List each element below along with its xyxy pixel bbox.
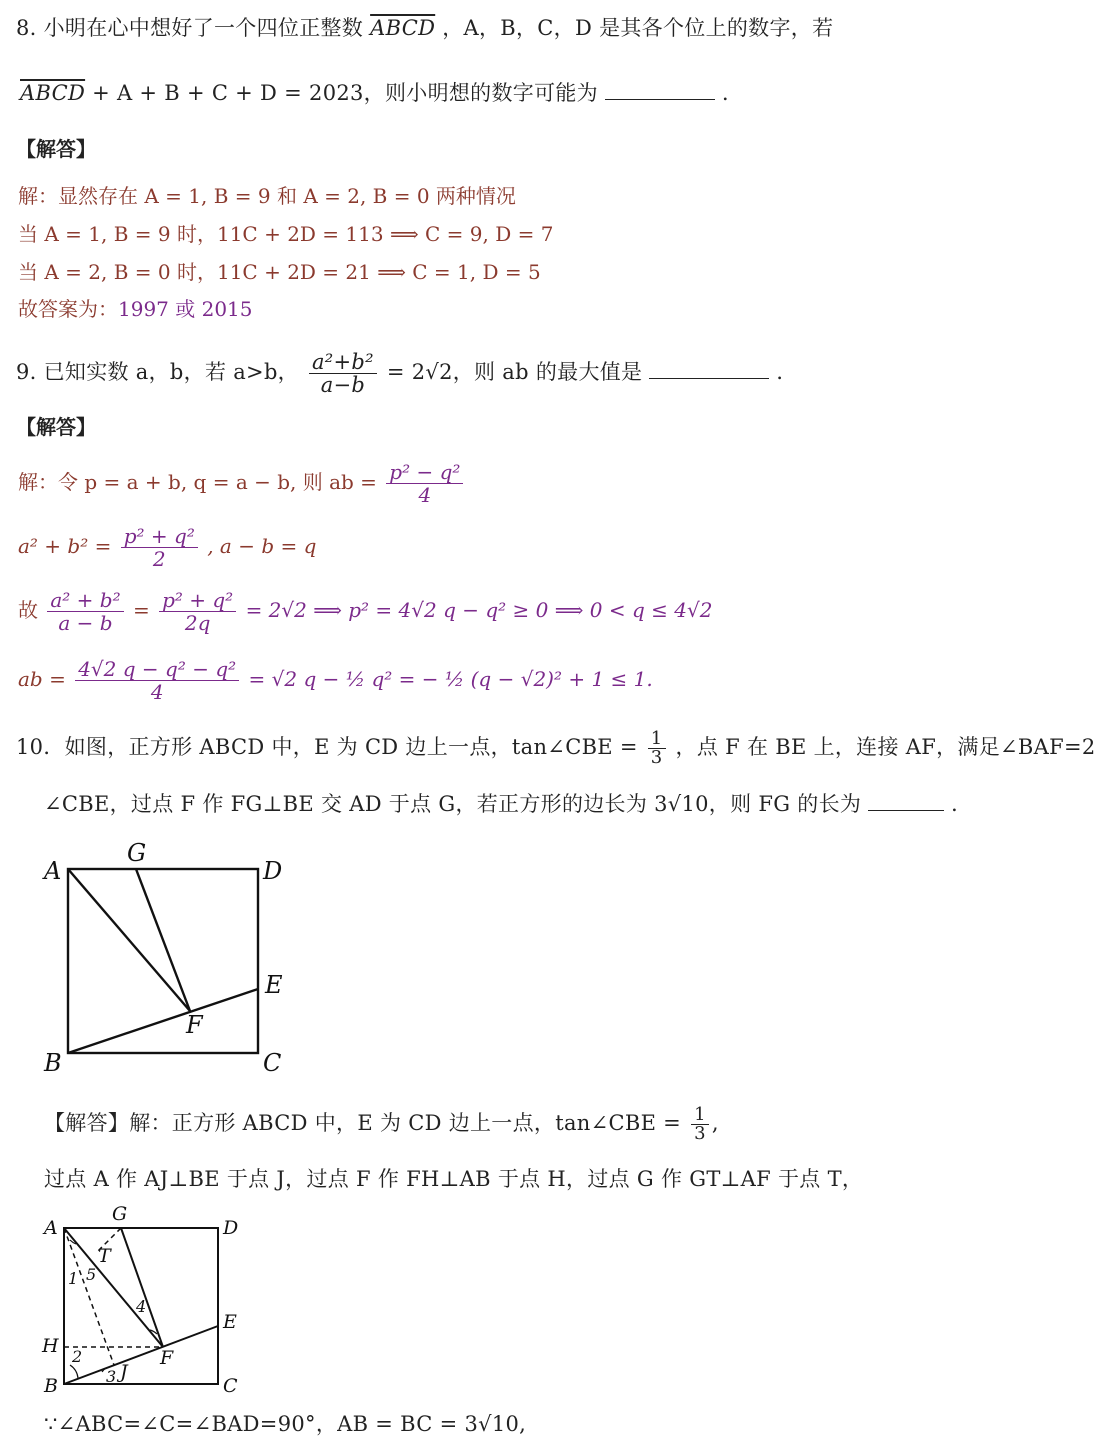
label-b: B: [44, 1049, 62, 1077]
segment-af-2: [64, 1228, 163, 1347]
solution-9-frac-2-num: p² + q²: [121, 525, 198, 548]
segment-be: [68, 989, 258, 1053]
solution-9-line-2-text-b: , a − b = q: [207, 534, 317, 558]
solution-9-frac-3-num: a² + b²: [47, 589, 123, 612]
solution-8-line-3: 当 A = 2, B = 0 时，11C + 2D = 21 ⟹ C = 1, D = 5: [18, 260, 541, 284]
solution-10-tan-num: 1: [691, 1106, 709, 1125]
angle-label-5: 5: [86, 1265, 97, 1284]
label-a: A: [44, 857, 62, 885]
angle-label-1: 1: [68, 1269, 79, 1288]
problem-10-tan-den: 3: [650, 747, 663, 768]
solution-9-fraction-4: [159, 589, 236, 634]
solution-9-line-3-rest: = 2√2 ⟹ p² = 4√2 q − q² ≥ 0 ⟹ 0 < q ≤ 4√2: [245, 598, 713, 622]
solution-9-line-3-eq: =: [132, 598, 150, 622]
solution-10-line-1-text: 【解答】解：正方形 ABCD 中，E 为 CD 边上一点，tan∠CBE =: [44, 1111, 682, 1135]
segment-af: [68, 869, 190, 1011]
solution-8-line-4: [18, 295, 253, 323]
problem-8-abcd-overline-2: ABCD: [20, 81, 86, 105]
solution-10-comma: ,: [711, 1111, 719, 1135]
solution-9-line-2: [18, 519, 316, 573]
problem-9-text-a: 9. 已知实数 a，b，若 a>b，: [16, 360, 299, 384]
solution-9-fraction-3: [47, 589, 123, 634]
label-d-2: D: [223, 1217, 239, 1239]
problem-9-frac-den: a−b: [320, 373, 366, 397]
solution-9-fraction-5: [75, 658, 239, 703]
solution-9-line-4-rest: = √2 q − ½ q² = − ½ (q − √2)² + 1 ≤ 1.: [248, 667, 653, 691]
problem-8-text-b: ，A，B，C，D 是其各个位上的数字，若: [442, 16, 834, 40]
angle-label-3: 3: [106, 1367, 117, 1386]
problem-10-text-a: 10．如图，正方形 ABCD 中，E 为 CD 边上一点，tan∠CBE =: [16, 735, 638, 759]
label-a-2: A: [44, 1217, 58, 1239]
solution-9-line-2-text-a: a² + b² =: [18, 534, 112, 558]
label-d: D: [263, 857, 283, 885]
solution-9-frac-1-den: 4: [418, 483, 432, 507]
solution-9-frac-3-den: a − b: [58, 611, 113, 635]
solution-8-line-2: 当 A = 1, B = 9 时，11C + 2D = 113 ⟹ C = 9, D = 7: [18, 222, 554, 246]
problem-10-line-2-text: ∠CBE，过点 F 作 FG⊥BE 交 AD 于点 G，若正方形的边长为 3√10，则 FG 的长为: [44, 792, 862, 816]
solution-8-answer-label: 故答案为：: [18, 297, 118, 321]
solution-9-frac-1-num: p² − q²: [386, 461, 463, 484]
problem-10-tan-num: 1: [648, 730, 666, 749]
figure-solution-diagram: [36, 1200, 266, 1400]
segment-fg-2: [121, 1228, 163, 1347]
problem-10-text-b: ，点 F 在 BE 上，连接 AF，满足∠BAF=2: [675, 735, 1096, 759]
figure-square-abcd: [30, 835, 310, 1085]
solution-9-fraction-2: [121, 525, 198, 570]
solution-9-frac-4-den: 2q: [184, 611, 211, 635]
problem-8-equation: + A + B + C + D = 2023，则小明想的数字可能为: [85, 81, 598, 105]
label-f: F: [186, 1011, 203, 1039]
angle-label-2: 2: [72, 1347, 83, 1366]
solution-8-answer-value: 1997 或 2015: [118, 297, 253, 321]
problem-10-solution-line-1: [44, 1100, 719, 1146]
answer-blank-8[interactable]: [605, 79, 715, 100]
problem-10-line-2: [44, 790, 972, 818]
solution-9-fraction-1: [386, 461, 463, 506]
label-f-2: F: [160, 1347, 174, 1369]
problem-9-period: ．: [776, 360, 798, 384]
solution-10-tan-fraction: [691, 1106, 709, 1143]
solution-9-frac-5-den: 4: [150, 680, 164, 704]
problem-8-line-1: [16, 14, 833, 42]
angle-mark-2: [70, 1365, 78, 1378]
solution-9-frac-4-num: p² + q²: [159, 589, 236, 612]
label-c-2: C: [223, 1375, 238, 1397]
segment-fg: [136, 869, 190, 1011]
label-e-2: E: [223, 1311, 237, 1333]
problem-9-line-1: [16, 342, 798, 402]
problem-10-period: ．: [951, 792, 973, 816]
answer-header-9: 【解答】: [16, 415, 96, 439]
label-b-2: B: [44, 1375, 58, 1397]
answer-blank-10[interactable]: [868, 790, 944, 811]
angle-label-4: 4: [136, 1297, 147, 1316]
problem-8-line-2: [20, 79, 743, 107]
label-g-2: G: [112, 1203, 128, 1225]
problem-8-text-a: 8. 小明在心中想好了一个四位正整数: [16, 16, 364, 40]
label-t-2: T: [98, 1245, 111, 1267]
problem-10-solution-line-2: 过点 A 作 AJ⊥BE 于点 J，过点 F 作 FH⊥AB 于点 H，过点 G 作 GT⊥AF 于点 T，: [44, 1167, 864, 1191]
label-j-2: J: [120, 1361, 128, 1383]
square-abcd: [68, 869, 258, 1053]
problem-10-tan-fraction: [648, 730, 666, 767]
label-g: G: [127, 839, 147, 867]
problem-8-period: ．: [721, 81, 744, 105]
solution-10-tan-den: 3: [694, 1123, 706, 1144]
problem-9-frac-num: a²+b²: [309, 351, 377, 374]
problem-10-solution-line-3: ∵∠ABC=∠C=∠BAD=90°，AB = BC = 3√10,: [44, 1412, 527, 1436]
solution-8-line-1: 解：显然存在 A = 1, B = 9 和 A = 2, B = 0 两种情况: [18, 184, 516, 208]
solution-9-frac-5-num: 4√2 q − q² − q²: [75, 658, 239, 681]
solution-9-line-1-text: 解：令 p = a + b, q = a − b, 则 ab =: [18, 470, 377, 494]
segment-be-2: [64, 1326, 218, 1384]
label-h-2: H: [42, 1335, 59, 1357]
answer-header-8: 【解答】: [16, 137, 96, 161]
solution-9-line-3-prefix: 故: [18, 598, 38, 622]
problem-9-text-b: = 2√2，则 ab 的最大值是: [386, 360, 643, 384]
problem-10-line-1: [16, 722, 1096, 772]
problem-8-abcd-overline: ABCD: [370, 16, 436, 40]
answer-blank-9[interactable]: [649, 358, 769, 379]
problem-9-fraction: [309, 351, 377, 396]
solution-9-line-3: [18, 583, 712, 637]
solution-9-frac-2-den: 2: [152, 547, 166, 571]
label-c: C: [263, 1049, 282, 1077]
solution-9-line-4: [18, 652, 653, 706]
solution-9-line-4-prefix: ab =: [18, 667, 66, 691]
label-e: E: [265, 971, 283, 999]
solution-9-line-1: [18, 455, 466, 509]
